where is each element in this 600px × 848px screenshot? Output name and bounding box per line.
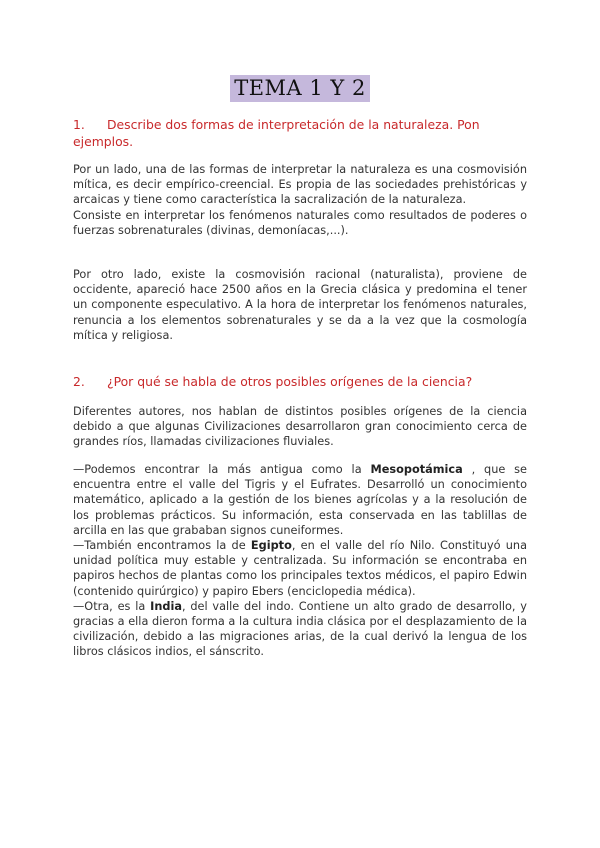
section1-question-text: Describe dos formas de interpretación de la naturaleza. Pon ejemplos. — [73, 117, 480, 149]
section1-paragraph-1 — [73, 162, 527, 238]
mesopotamia-pre: —Podemos encontrar la más antigua como la — [73, 463, 371, 476]
section2-civilizations — [73, 462, 527, 660]
section1-paragraph-2 — [73, 267, 527, 343]
india-post: , del valle del indo. Contiene un alto grado de desarrollo, y gracias a ella dieron forma a la cultura india clásica por el desplazamiento de la civilización, debido a las migraciones arias, de la cual derivó la lengua de los libros clásicos indios, el sánscrito. — [73, 599, 527, 659]
section1-p1b: Consiste en interpretar los fenómenos naturales como resultados de poderes o fuerzas sobrenaturales (divinas, demoníacas,...). — [73, 208, 527, 237]
page-title: TEMA 1 Y 2 — [230, 75, 370, 102]
mesopotamia-paragraph — [73, 462, 527, 538]
section1-number: 1. — [73, 117, 85, 132]
egipto-paragraph — [73, 538, 527, 599]
egipto-post: , en el valle del río Nilo. Constituyó una unidad política muy estable y centralizada. Su información se encontraba en papiros hechos de plantas como los principales textos médicos, el papiro Edwin (contenido quirúrgico) y papiro Ebers (enciclopedia médica). — [73, 539, 527, 598]
section2-number: 2. — [73, 374, 85, 389]
egipto-name: Egipto — [250, 539, 292, 553]
section2-intro-text: Diferentes autores, nos hablan de distintos posibles orígenes de la ciencia debido a que algunas Civilizaciones desarrollaron gran conocimiento cerca de grandes ríos, llamadas civilizaciones fluviales. — [73, 405, 527, 449]
egipto-pre: —También encontramos la de — [73, 539, 251, 553]
title-wrap — [0, 75, 600, 102]
section1-p2: Por otro lado, existe la cosmovisión racional (naturalista), proviene de occidente, apareció hace 2500 años en la Grecia clásica y predomina el tener un componente especulativo. A la hora de interpretar los fenómenos naturales, renuncia a los elementos sobrenaturales y se da a la vez que la cosmología mítica y religiosa. — [73, 268, 527, 342]
india-pre: —Otra, es la — [73, 599, 151, 613]
mesopotamia-name: Mesopotámica — [370, 463, 463, 476]
section1-question — [73, 116, 527, 150]
section1-p1: Por un lado, una de las formas de interpretar la naturaleza es una cosmovisión mítica, es decir empírico-creencial. Es propia de las sociedades prehistóricas y arcaicas y tiene como característica la sacralización de la naturaleza. — [73, 163, 527, 207]
section2-intro — [73, 404, 527, 450]
section2-question-text: ¿Por qué se habla de otros posibles orígenes de la ciencia? — [107, 374, 473, 389]
mesopotamia-post: , que se encuentra entre el valle del Tigris y el Eufrates. Desarrolló un conocimiento matemático, aplicado a la gestión de los bienes agrícolas y a la resolución de los problemas prácticos. Su información, esta conservada en las tablillas de arcilla en las que grababan signos cuneiformes. — [73, 463, 528, 537]
section2-question — [73, 373, 527, 390]
india-name: India — [150, 599, 182, 613]
india-paragraph — [73, 599, 527, 660]
